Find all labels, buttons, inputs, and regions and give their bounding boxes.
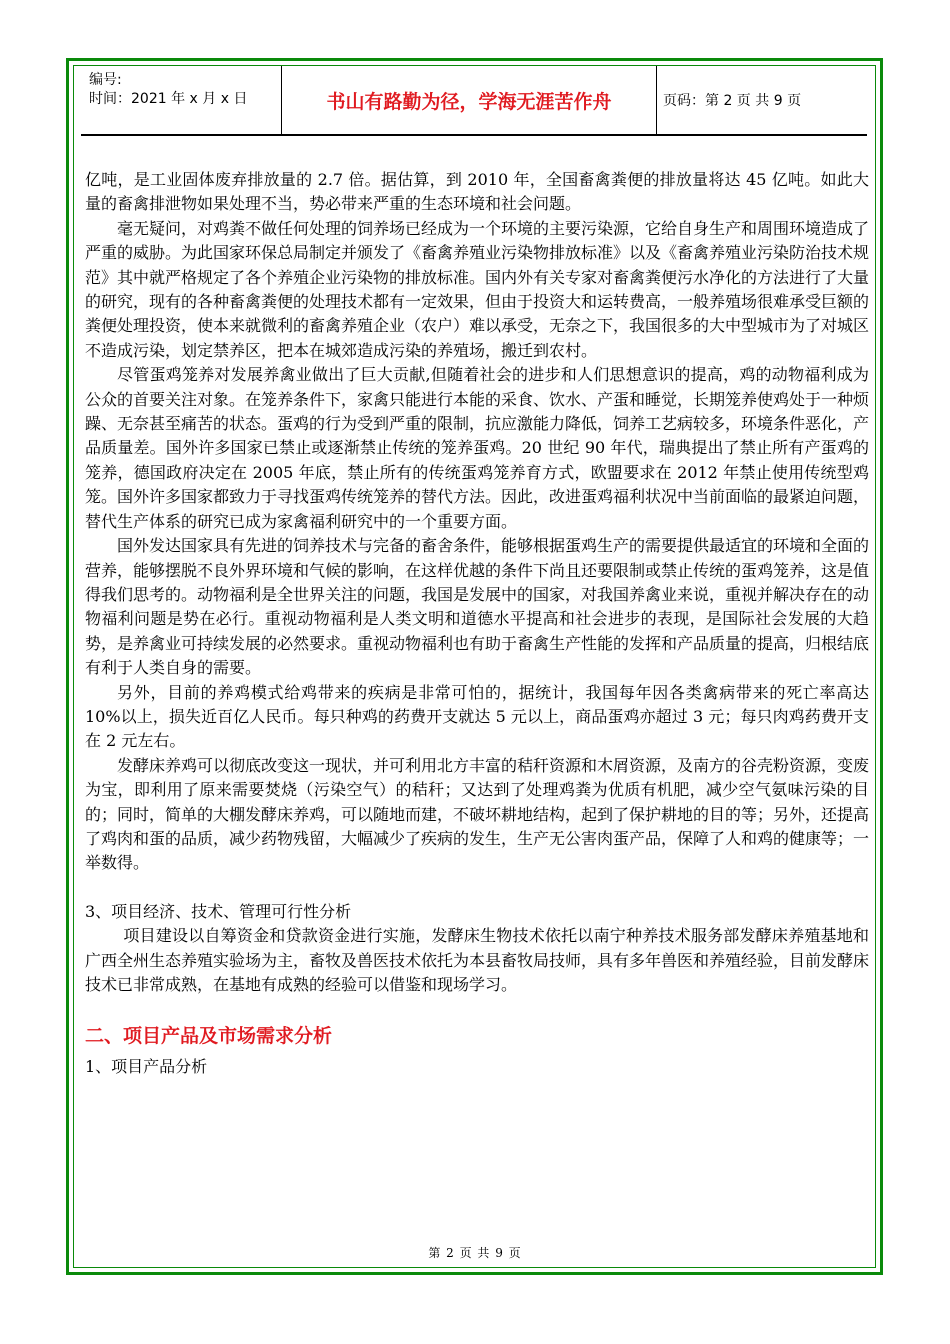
page-info-cell	[657, 66, 867, 134]
page-footer: 第 2 页 共 9 页	[428, 1246, 522, 1260]
paragraph-2: 毫无疑问，对鸡粪不做任何处理的饲养场已经成为一个环境的主要污染源，它给自身生产和周围环境造成了严重的威胁。为此国家环保总局制定并颁发了《畜禽养殖业污染物排放标准》以及《畜禽养殖业污染防治技术规范》其中就严格规定了各个养殖企业污染物的排放标准。国内外有关专家对畜禽粪便污水净化的方法进行了大量的研究，现有的各种畜禽粪便的处理技术都有一定效果，但由于投资大和运转费高，一般养殖场很难承受巨额的粪便处理投资，使本来就微利的畜禽养殖企业（农户）难以承受，无奈之下，我国很多的大中型城市为了对城区不造成污染，划定禁养区，把本在城郊造成污染的养殖场，搬迁到农村。	[85, 218, 870, 360]
motto-text: 书山有路勤为径，学海无涯苦作舟	[326, 90, 612, 113]
subheading-product-analysis: 1、项目产品分析	[85, 1057, 208, 1077]
page-info-text: 页码：第 2 页 共 9 页	[663, 93, 802, 109]
paragraph-6: 发酵床养鸡可以彻底改变这一现状，并可利用北方丰富的秸秆资源和木屑资源，及南方的谷壳粉资源，变废为宝，即利用了原来需要焚烧（污染空气）的秸秆；又达到了处理鸡粪为优质有机肥，减少空气氨味污染的目的；同时，简单的大棚发酵床养鸡，可以随地而建，不破坏耕地结构，起到了保护耕地的目的等；另外，还提高了鸡肉和蛋的品质，减少药物残留，大幅减少了疾病的发生，生产无公害肉蛋产品，保障了人和鸡的健康等；一举数得。	[85, 755, 870, 873]
number-label: 编号:	[89, 72, 122, 88]
document-body	[85, 168, 869, 1080]
section-heading-products: 二、项目产品及市场需求分析	[85, 1025, 333, 1048]
paragraph-5: 另外，目前的养鸡模式给鸡带来的疾病是非常可怕的，据统计，我国每年因各类禽病带来的死亡率高达 10%以上，损失近百亿人民币。每只种鸡的药费开支就达 5 元以上，商品蛋鸡亦超过 3 元；每只肉鸡药费开支在 2 元左右。	[85, 682, 869, 751]
motto-cell	[282, 66, 657, 134]
subheading-feasibility: 3、项目经济、技术、管理可行性分析	[85, 901, 352, 921]
paragraph-4: 国外发达国家具有先进的饲养技术与完备的畜舍条件，能够根据蛋鸡生产的需要提供最适宜的环境和全面的营养，能够摆脱不良外界环境和气候的影响，在这样优越的条件下尚且还要限制或禁止传统的蛋鸡笼养，这是值得我们思考的。动物福利是全世界关注的问题，我国是发展中的国家，对我国养禽业来说，重视并解决存在的动物福利问题是势在必行。重视动物福利是人类文明和道德水平提高和社会进步的表现，是国际社会发展的大趋势，是养禽业可持续发展的必然要求。重视动物福利也有助于畜禽生产性能的发挥和产品质量的提高，归根结底有利于人类自身的需要。	[85, 536, 870, 678]
paragraph-3: 尽管蛋鸡笼养对发展养禽业做出了巨大贡献,但随着社会的进步和人们思想意识的提高，鸡的动物福利成为公众的首要关注对象。在笼养条件下，家禽只能进行本能的采食、饮水、产蛋和睡觉，长期笼养使鸡处于一种烦躁、无奈甚至痛苦的状态。蛋鸡的行为受到严重的限制，抗应激能力降低，饲养工艺病较多，环境条件恶化，产品质量差。国外许多国家已禁止或逐渐禁止传统的笼养蛋鸡。20 世纪 90 年代，瑞典提出了禁止所有产蛋鸡的笼养，德国政府决定在 2005 年底，禁止所有的传统蛋鸡笼养育方式，欧盟要求在 2012 年禁止使用传统型鸡笼。国外许多国家都致力于寻找蛋鸡传统笼养的替代方法。因此，改进蛋鸡福利状况中当前面临的最紧迫问题，替代生产体系的研究已成为家禽福利研究中的一个重要方面。	[85, 365, 870, 531]
paragraph-7: 项目建设以自筹资金和贷款资金进行实施，发酵床生物技术依托以南宁种养技术服务部发酵床养殖基地和广西全州生态养殖实验场为主，畜牧及兽医技术依托为本县畜牧局技师，具有多年兽医和养殖经验，目前发酵床技术已非常成熟，在基地有成熟的经验可以借鉴和现场学习。	[85, 926, 870, 994]
time-label: 时间：2021 年 x 月 x 日	[89, 91, 248, 107]
header-meta-cell	[81, 66, 282, 134]
paragraph-1: 亿吨，是工业固体废弃排放量的 2.7 倍。据估算，到 2010 年，全国畜禽粪便的排放量将达 45 亿吨。如此大量的畜禽排泄物如果处理不当，势必带来严重的生态环境和社会问题。	[85, 170, 869, 214]
header-table	[81, 66, 867, 136]
